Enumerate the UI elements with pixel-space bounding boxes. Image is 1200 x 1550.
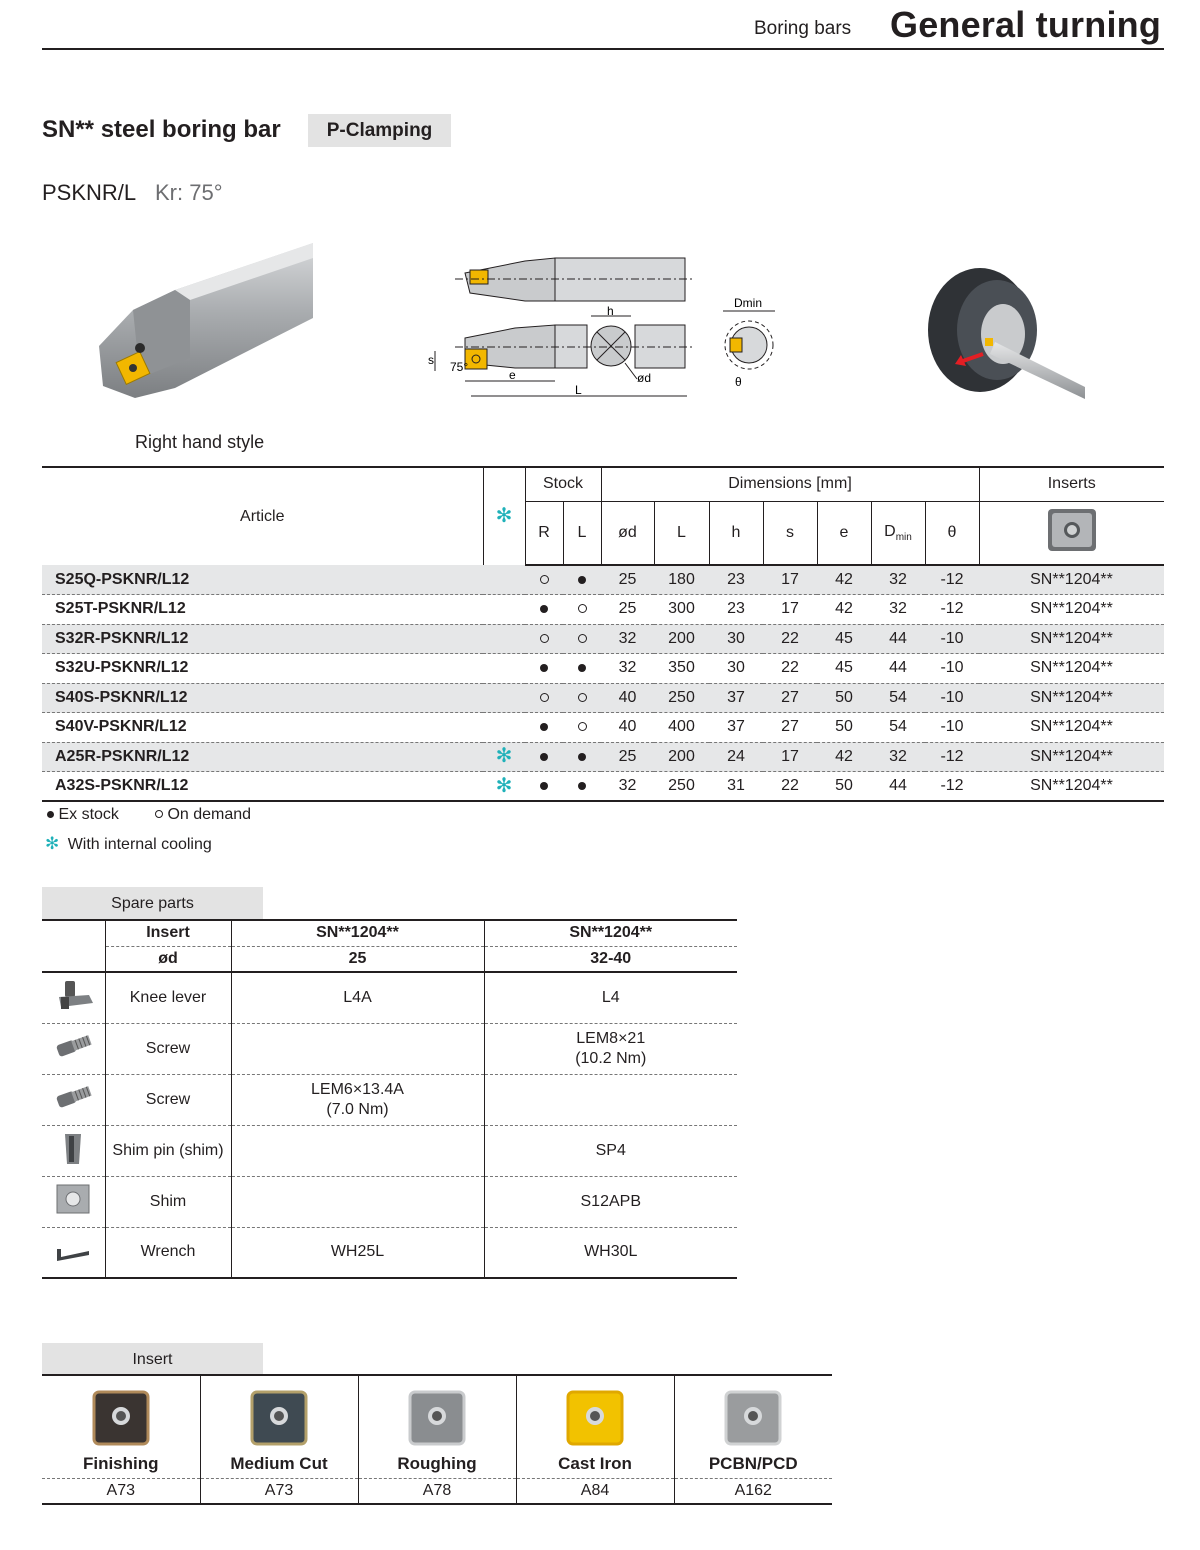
od-cell: 25 bbox=[601, 595, 654, 625]
insert-photo bbox=[92, 1390, 150, 1446]
theta-cell: -10 bbox=[925, 624, 979, 654]
insert-photo bbox=[250, 1390, 308, 1446]
spare-parts-tab: Spare parts bbox=[42, 887, 263, 919]
dim-l-label: L bbox=[575, 383, 582, 397]
spare-header-col2-od: 32-40 bbox=[484, 946, 737, 972]
approach-angle: Kr: 75° bbox=[155, 180, 223, 205]
spare-header-col1-od: 25 bbox=[231, 946, 484, 972]
article-cell: A25R-PSKNR/L12 bbox=[42, 742, 483, 772]
col-length: L bbox=[654, 501, 709, 565]
theta-cell: -10 bbox=[925, 654, 979, 684]
spare-part-row bbox=[42, 1023, 737, 1074]
specification-table bbox=[42, 466, 1164, 802]
insert-cell: SN**1204** bbox=[979, 624, 1164, 654]
od-cell: 25 bbox=[601, 565, 654, 595]
model-name: PSKNR/L bbox=[42, 180, 137, 205]
cooling-cell bbox=[483, 654, 525, 684]
col-inserts: Inserts bbox=[979, 467, 1164, 501]
on-demand-icon bbox=[578, 722, 587, 731]
knee-lever-icon bbox=[51, 977, 95, 1013]
spare-part-col2: SP4 bbox=[484, 1125, 737, 1176]
spare-part-col2: S12APB bbox=[484, 1176, 737, 1227]
wrench-icon bbox=[51, 1231, 95, 1267]
article-cell: S32U-PSKNR/L12 bbox=[42, 654, 483, 684]
dmin-cell: 32 bbox=[871, 565, 925, 595]
spare-part-col2: LEM8×21 (10.2 Nm) bbox=[484, 1023, 737, 1074]
spare-part-name: Screw bbox=[105, 1023, 231, 1074]
dmin-cell: 32 bbox=[871, 595, 925, 625]
table-row bbox=[42, 683, 1164, 713]
col-stock: Stock bbox=[525, 467, 601, 501]
e-cell: 50 bbox=[817, 683, 871, 713]
insert-code: A78 bbox=[358, 1478, 516, 1504]
h-cell: 23 bbox=[709, 595, 763, 625]
on-demand-icon bbox=[578, 693, 587, 702]
page-title: General turning bbox=[890, 4, 1162, 45]
spare-part-name: Wrench bbox=[105, 1227, 231, 1278]
spare-part-icon-cell bbox=[42, 1176, 105, 1227]
legend-on-demand: On demand bbox=[155, 806, 251, 824]
spare-parts-table bbox=[42, 919, 737, 1279]
style-caption: Right hand style bbox=[135, 432, 265, 452]
product-title: SN** steel boring bar bbox=[42, 116, 281, 143]
cooling-cell bbox=[483, 624, 525, 654]
theta-cell: -12 bbox=[925, 595, 979, 625]
dim-dmin-label: Dmin bbox=[734, 296, 763, 310]
stock-l-cell bbox=[563, 742, 601, 772]
insert-name: Medium Cut bbox=[230, 1453, 328, 1473]
s-cell: 27 bbox=[763, 713, 817, 743]
table-row bbox=[42, 565, 1164, 595]
spare-header-od-label: ød bbox=[105, 946, 231, 972]
stock-l-cell bbox=[563, 595, 601, 625]
spare-part-name: Screw bbox=[105, 1074, 231, 1125]
insert-cell: SN**1204** bbox=[979, 683, 1164, 713]
theta-cell: -12 bbox=[925, 565, 979, 595]
col-insert-image bbox=[979, 501, 1164, 565]
h-cell: 30 bbox=[709, 624, 763, 654]
on-demand-icon bbox=[578, 604, 587, 613]
stock-r-cell bbox=[525, 595, 563, 625]
table-row bbox=[42, 772, 1164, 802]
shim-icon bbox=[51, 1181, 95, 1217]
e-cell: 50 bbox=[817, 772, 871, 802]
on-demand-icon bbox=[155, 810, 163, 818]
spare-part-col2: WH30L bbox=[484, 1227, 737, 1278]
cooling-cell bbox=[483, 772, 525, 802]
insert-name: Roughing bbox=[397, 1453, 477, 1473]
spare-header-insert-label: Insert bbox=[105, 920, 231, 946]
spare-part-name: Shim pin (shim) bbox=[105, 1125, 231, 1176]
col-dimensions: Dimensions [mm] bbox=[601, 467, 979, 501]
insert-card bbox=[42, 1375, 200, 1478]
application-image bbox=[925, 262, 1085, 402]
od-cell: 40 bbox=[601, 683, 654, 713]
ex-stock-icon bbox=[578, 664, 586, 672]
insert-code: A73 bbox=[42, 1478, 200, 1504]
dmin-cell: 44 bbox=[871, 624, 925, 654]
cooling-cell bbox=[483, 595, 525, 625]
e-cell: 42 bbox=[817, 595, 871, 625]
insert-name: Cast Iron bbox=[558, 1453, 632, 1473]
ex-stock-icon bbox=[540, 723, 548, 731]
od-cell: 25 bbox=[601, 742, 654, 772]
table-row bbox=[42, 624, 1164, 654]
shim-pin-icon bbox=[51, 1130, 95, 1166]
ex-stock-icon bbox=[578, 782, 586, 790]
section-label: Boring bars bbox=[754, 18, 852, 39]
spare-icon-header bbox=[42, 920, 105, 972]
h-cell: 31 bbox=[709, 772, 763, 802]
theta-cell: -12 bbox=[925, 772, 979, 802]
stock-r-cell bbox=[525, 683, 563, 713]
stock-l-cell bbox=[563, 654, 601, 684]
e-cell: 42 bbox=[817, 565, 871, 595]
h-cell: 24 bbox=[709, 742, 763, 772]
header-rule bbox=[42, 48, 1164, 50]
article-cell: S32R-PSKNR/L12 bbox=[42, 624, 483, 654]
insert-photo bbox=[408, 1390, 466, 1446]
s-cell: 27 bbox=[763, 683, 817, 713]
boring-bar-image bbox=[95, 238, 320, 398]
insert-cell: SN**1204** bbox=[979, 595, 1164, 625]
ex-stock-icon bbox=[47, 811, 54, 818]
on-demand-icon bbox=[540, 634, 549, 643]
insert-photo bbox=[566, 1390, 624, 1446]
table-row bbox=[42, 742, 1164, 772]
L-cell: 200 bbox=[654, 624, 709, 654]
dmin-cell: 44 bbox=[871, 654, 925, 684]
col-s: s bbox=[763, 501, 817, 565]
legend-cooling: ✻ With internal cooling bbox=[45, 834, 212, 853]
col-e: e bbox=[817, 501, 871, 565]
insert-name: PCBN/PCD bbox=[708, 1453, 798, 1473]
stock-r-cell bbox=[525, 624, 563, 654]
s-cell: 22 bbox=[763, 772, 817, 802]
col-h: h bbox=[709, 501, 763, 565]
dmin-cell: 54 bbox=[871, 683, 925, 713]
screw-icon bbox=[51, 1079, 95, 1115]
article-cell: S25Q-PSKNR/L12 bbox=[42, 565, 483, 595]
ex-stock-icon bbox=[578, 576, 586, 584]
stock-r-cell bbox=[525, 772, 563, 802]
screw-icon bbox=[51, 1028, 95, 1064]
table-row bbox=[42, 595, 1164, 625]
stock-r-cell bbox=[525, 713, 563, 743]
col-stock-r: R bbox=[525, 501, 563, 565]
spare-header-col2-insert: SN**1204** bbox=[484, 920, 737, 946]
spare-header-col1-insert: SN**1204** bbox=[231, 920, 484, 946]
ex-stock-icon bbox=[540, 782, 548, 790]
spare-part-icon-cell bbox=[42, 972, 105, 1023]
dim-h-label: h bbox=[607, 304, 614, 318]
s-cell: 22 bbox=[763, 624, 817, 654]
legend-ex-stock: Ex stock bbox=[47, 806, 119, 824]
s-cell: 22 bbox=[763, 654, 817, 684]
on-demand-icon bbox=[540, 575, 549, 584]
insert-code: A162 bbox=[674, 1478, 832, 1504]
table-row bbox=[42, 654, 1164, 684]
od-cell: 32 bbox=[601, 624, 654, 654]
col-theta: θ bbox=[925, 501, 979, 565]
spare-part-row bbox=[42, 1125, 737, 1176]
dmin-cell: 54 bbox=[871, 713, 925, 743]
s-cell: 17 bbox=[763, 742, 817, 772]
L-cell: 250 bbox=[654, 772, 709, 802]
on-demand-icon bbox=[540, 693, 549, 702]
spare-part-col1: LEM6×13.4A (7.0 Nm) bbox=[231, 1074, 484, 1125]
L-cell: 180 bbox=[654, 565, 709, 595]
stock-r-cell bbox=[525, 565, 563, 595]
dim-angle-label: 75° bbox=[450, 360, 469, 374]
e-cell: 45 bbox=[817, 624, 871, 654]
e-cell: 50 bbox=[817, 713, 871, 743]
spare-part-name: Knee lever bbox=[105, 972, 231, 1023]
ex-stock-icon bbox=[540, 753, 548, 761]
dim-theta-label: θ bbox=[735, 375, 742, 389]
spare-part-name: Shim bbox=[105, 1176, 231, 1227]
insert-card bbox=[358, 1375, 516, 1478]
h-cell: 37 bbox=[709, 683, 763, 713]
L-cell: 300 bbox=[654, 595, 709, 625]
table-row bbox=[42, 713, 1164, 743]
col-article: Article bbox=[42, 467, 483, 565]
article-cell: A32S-PSKNR/L12 bbox=[42, 772, 483, 802]
theta-cell: -10 bbox=[925, 683, 979, 713]
stock-l-cell bbox=[563, 683, 601, 713]
s-cell: 17 bbox=[763, 595, 817, 625]
col-od: ød bbox=[601, 501, 654, 565]
h-cell: 37 bbox=[709, 713, 763, 743]
insert-code: A84 bbox=[516, 1478, 674, 1504]
spare-part-col1: WH25L bbox=[231, 1227, 484, 1278]
insert-image-icon bbox=[1046, 507, 1098, 553]
cooling-cell bbox=[483, 742, 525, 772]
spare-part-col1 bbox=[231, 1125, 484, 1176]
s-cell: 17 bbox=[763, 565, 817, 595]
insert-cell: SN**1204** bbox=[979, 565, 1164, 595]
ex-stock-icon bbox=[578, 753, 586, 761]
col-dmin: $D_{min}$ bbox=[871, 501, 925, 565]
stock-l-cell bbox=[563, 565, 601, 595]
insert-cell: SN**1204** bbox=[979, 742, 1164, 772]
dmin-cell: 32 bbox=[871, 742, 925, 772]
cooling-icon: ✻ bbox=[495, 745, 513, 768]
article-cell: S40V-PSKNR/L12 bbox=[42, 713, 483, 743]
insert-tab: Insert bbox=[42, 1343, 263, 1375]
ex-stock-icon bbox=[540, 605, 548, 613]
col-cooling bbox=[483, 467, 525, 565]
od-cell: 32 bbox=[601, 772, 654, 802]
spare-part-col1 bbox=[231, 1023, 484, 1074]
on-demand-icon bbox=[578, 634, 587, 643]
e-cell: 42 bbox=[817, 742, 871, 772]
insert-name: Finishing bbox=[82, 1453, 159, 1473]
stock-l-cell bbox=[563, 624, 601, 654]
stock-l-cell bbox=[563, 772, 601, 802]
dim-e-label: e bbox=[509, 368, 516, 382]
article-cell: S40S-PSKNR/L12 bbox=[42, 683, 483, 713]
dim-od-label: ød bbox=[637, 371, 652, 385]
dmin-cell: 44 bbox=[871, 772, 925, 802]
cooling-cell bbox=[483, 565, 525, 595]
spare-part-row bbox=[42, 1227, 737, 1278]
insert-table bbox=[42, 1374, 832, 1505]
spare-part-col1: L4A bbox=[231, 972, 484, 1023]
od-cell: 32 bbox=[601, 654, 654, 684]
insert-card bbox=[516, 1375, 674, 1478]
cooling-icon: ✻ bbox=[495, 774, 513, 797]
technical-drawing bbox=[425, 243, 780, 403]
spare-part-row bbox=[42, 972, 737, 1023]
od-cell: 40 bbox=[601, 713, 654, 743]
insert-cell: SN**1204** bbox=[979, 654, 1164, 684]
spare-part-col1 bbox=[231, 1176, 484, 1227]
L-cell: 200 bbox=[654, 742, 709, 772]
insert-photo bbox=[724, 1390, 782, 1446]
spare-part-icon-cell bbox=[42, 1227, 105, 1278]
L-cell: 250 bbox=[654, 683, 709, 713]
stock-r-cell bbox=[525, 742, 563, 772]
L-cell: 350 bbox=[654, 654, 709, 684]
dim-s-label: s bbox=[428, 353, 434, 367]
h-cell: 30 bbox=[709, 654, 763, 684]
spare-part-col2 bbox=[484, 1074, 737, 1125]
article-cell: S25T-PSKNR/L12 bbox=[42, 595, 483, 625]
spare-part-icon-cell bbox=[42, 1023, 105, 1074]
col-stock-l: L bbox=[563, 501, 601, 565]
cooling-icon: ✻ bbox=[495, 505, 513, 527]
cooling-cell bbox=[483, 713, 525, 743]
spare-part-icon-cell bbox=[42, 1125, 105, 1176]
insert-cell: SN**1204** bbox=[979, 713, 1164, 743]
theta-cell: -12 bbox=[925, 742, 979, 772]
insert-card bbox=[200, 1375, 358, 1478]
theta-cell: -10 bbox=[925, 713, 979, 743]
spare-part-row bbox=[42, 1176, 737, 1227]
ex-stock-icon bbox=[540, 664, 548, 672]
e-cell: 45 bbox=[817, 654, 871, 684]
insert-cell: SN**1204** bbox=[979, 772, 1164, 802]
spare-part-row bbox=[42, 1074, 737, 1125]
insert-card bbox=[674, 1375, 832, 1478]
cooling-icon: ✻ bbox=[45, 834, 60, 853]
stock-l-cell bbox=[563, 713, 601, 743]
spare-part-icon-cell bbox=[42, 1074, 105, 1125]
L-cell: 400 bbox=[654, 713, 709, 743]
cooling-cell bbox=[483, 683, 525, 713]
insert-code: A73 bbox=[200, 1478, 358, 1504]
spare-part-col2: L4 bbox=[484, 972, 737, 1023]
stock-r-cell bbox=[525, 654, 563, 684]
h-cell: 23 bbox=[709, 565, 763, 595]
clamping-badge: P-Clamping bbox=[308, 114, 451, 147]
